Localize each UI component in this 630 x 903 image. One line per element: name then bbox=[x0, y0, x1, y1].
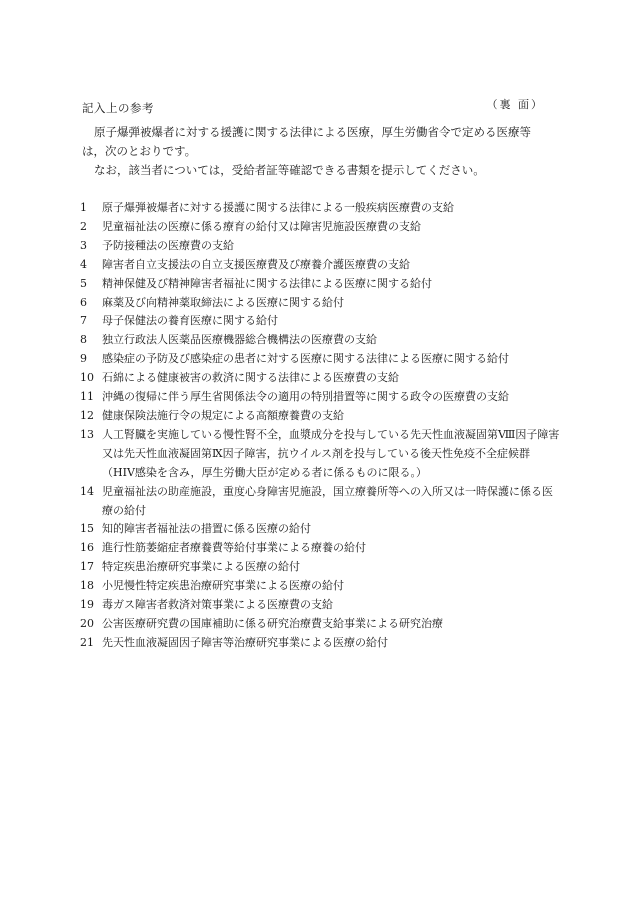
item-text: 石綿による健康被害の救済に関する法律による医療費の支給 bbox=[102, 371, 399, 385]
item-text: 予防接種法の医療費の支給 bbox=[102, 238, 234, 252]
item-text: 毒ガス障害者救済対策事業による医療費の支給 bbox=[102, 598, 333, 612]
item-number: 13 bbox=[80, 427, 94, 441]
list-item bbox=[80, 520, 560, 539]
list-item bbox=[80, 294, 560, 313]
item-text: 児童福祉法の医療に係る療育の給付又は障害児施設医療費の支給 bbox=[102, 219, 421, 233]
item-number: 18 bbox=[80, 579, 94, 593]
item-number: 10 bbox=[80, 371, 94, 385]
item-text: 精神保健及び精神障害者福祉に関する法律による医療に関する給付 bbox=[102, 276, 432, 290]
item-number: 3 bbox=[80, 238, 87, 252]
list-item bbox=[80, 558, 560, 577]
item-text: 沖縄の復帰に伴う厚生省関係法令の適用の特別措置等に関する政令の医療費の支給 bbox=[102, 390, 509, 404]
item-number: 5 bbox=[80, 276, 87, 290]
item-text: 進行性筋萎縮症者療養費等給付事業による療養の給付 bbox=[102, 541, 366, 555]
item-text: 麻薬及び向精神薬取締法による医療に関する給付 bbox=[102, 295, 344, 309]
item-text: 母子保健法の養育医療に関する給付 bbox=[102, 314, 278, 328]
intro-paragraph: なお，該当者については，受給者証等確認できる書類を提示してください。 bbox=[94, 163, 485, 177]
list-item bbox=[80, 634, 560, 653]
item-number: 14 bbox=[80, 484, 94, 498]
list-item bbox=[80, 426, 560, 483]
item-text: 障害者自立支援法の自立支援医療費及び療養介護医療費の支給 bbox=[102, 257, 410, 271]
intro-paragraph: 原子爆弾被爆者に対する援護に関する法律による医療，厚生労働省令で定める医療等は，次のとおりです。 bbox=[82, 125, 531, 158]
page-side-note: （裏 面） bbox=[486, 98, 544, 111]
item-text: 原子爆弾被爆者に対する援護に関する法律による一般疾病医療費の支給 bbox=[102, 201, 454, 214]
list-item bbox=[80, 218, 560, 237]
item-number: 21 bbox=[80, 635, 94, 649]
list-item bbox=[80, 331, 560, 350]
item-number: 2 bbox=[80, 219, 87, 233]
list-item bbox=[80, 312, 560, 331]
item-number: 16 bbox=[80, 541, 94, 555]
item-number: 20 bbox=[80, 616, 94, 630]
list-item bbox=[80, 483, 560, 521]
item-text: 小児慢性特定疾患治療研究事業による医療の給付 bbox=[102, 579, 344, 593]
item-number: 4 bbox=[80, 257, 87, 271]
item-number: 6 bbox=[80, 295, 87, 309]
item-text: 児童福祉法の助産施設，重度心身障害児施設，国立療養所等への入所又は一時保護に係る医療の給付 bbox=[102, 484, 553, 517]
list-item bbox=[80, 407, 560, 426]
item-number: 11 bbox=[80, 390, 94, 404]
list-item bbox=[80, 237, 560, 256]
list-item bbox=[80, 256, 560, 275]
list-item bbox=[80, 615, 560, 634]
page-heading: 記入上の参考 bbox=[82, 101, 154, 115]
item-text: 公害医療研究費の国庫補助に係る研究治療費支給事業による研究治療 bbox=[102, 616, 443, 630]
item-number: 15 bbox=[80, 522, 94, 536]
list-item bbox=[80, 199, 560, 218]
item-number: 8 bbox=[80, 333, 87, 347]
medical-care-list bbox=[80, 199, 560, 653]
list-item bbox=[80, 596, 560, 615]
item-text: 先天性血液凝固因子障害等治療研究事業による医療の給付 bbox=[102, 635, 388, 649]
item-text: 知的障害者福祉法の措置に係る医療の給付 bbox=[102, 522, 311, 536]
item-text: 人工腎臓を実施している慢性腎不全，血漿成分を投与している先天性血液凝固第Ⅷ因子障害又は先天性血液凝固第Ⅸ因子障害，抗ウイルス剤を投与している後天性免疫不全症候群（HIV感染を含み，厚生労働大臣が定める者に係るものに限る。） bbox=[102, 427, 560, 479]
list-item bbox=[80, 539, 560, 558]
list-item bbox=[80, 577, 560, 596]
item-text: 特定疾患治療研究事業による医療の給付 bbox=[102, 560, 300, 574]
item-number: 12 bbox=[80, 408, 94, 422]
item-text: 健康保険法施行令の規定による高額療養費の支給 bbox=[102, 408, 344, 422]
item-text: 独立行政法人医薬品医療機器総合機構法の医療費の支給 bbox=[102, 333, 377, 347]
item-number: 17 bbox=[80, 560, 94, 574]
item-number: 19 bbox=[80, 598, 94, 612]
list-item bbox=[80, 275, 560, 294]
item-number: 7 bbox=[80, 314, 87, 328]
list-item bbox=[80, 388, 560, 407]
item-number: 9 bbox=[80, 352, 87, 366]
list-item bbox=[80, 369, 560, 388]
item-text: 感染症の予防及び感染症の患者に対する医療に関する法律による医療に関する給付 bbox=[102, 352, 509, 366]
list-item bbox=[80, 350, 560, 369]
intro-section bbox=[82, 123, 552, 180]
item-number: 1 bbox=[80, 201, 87, 214]
